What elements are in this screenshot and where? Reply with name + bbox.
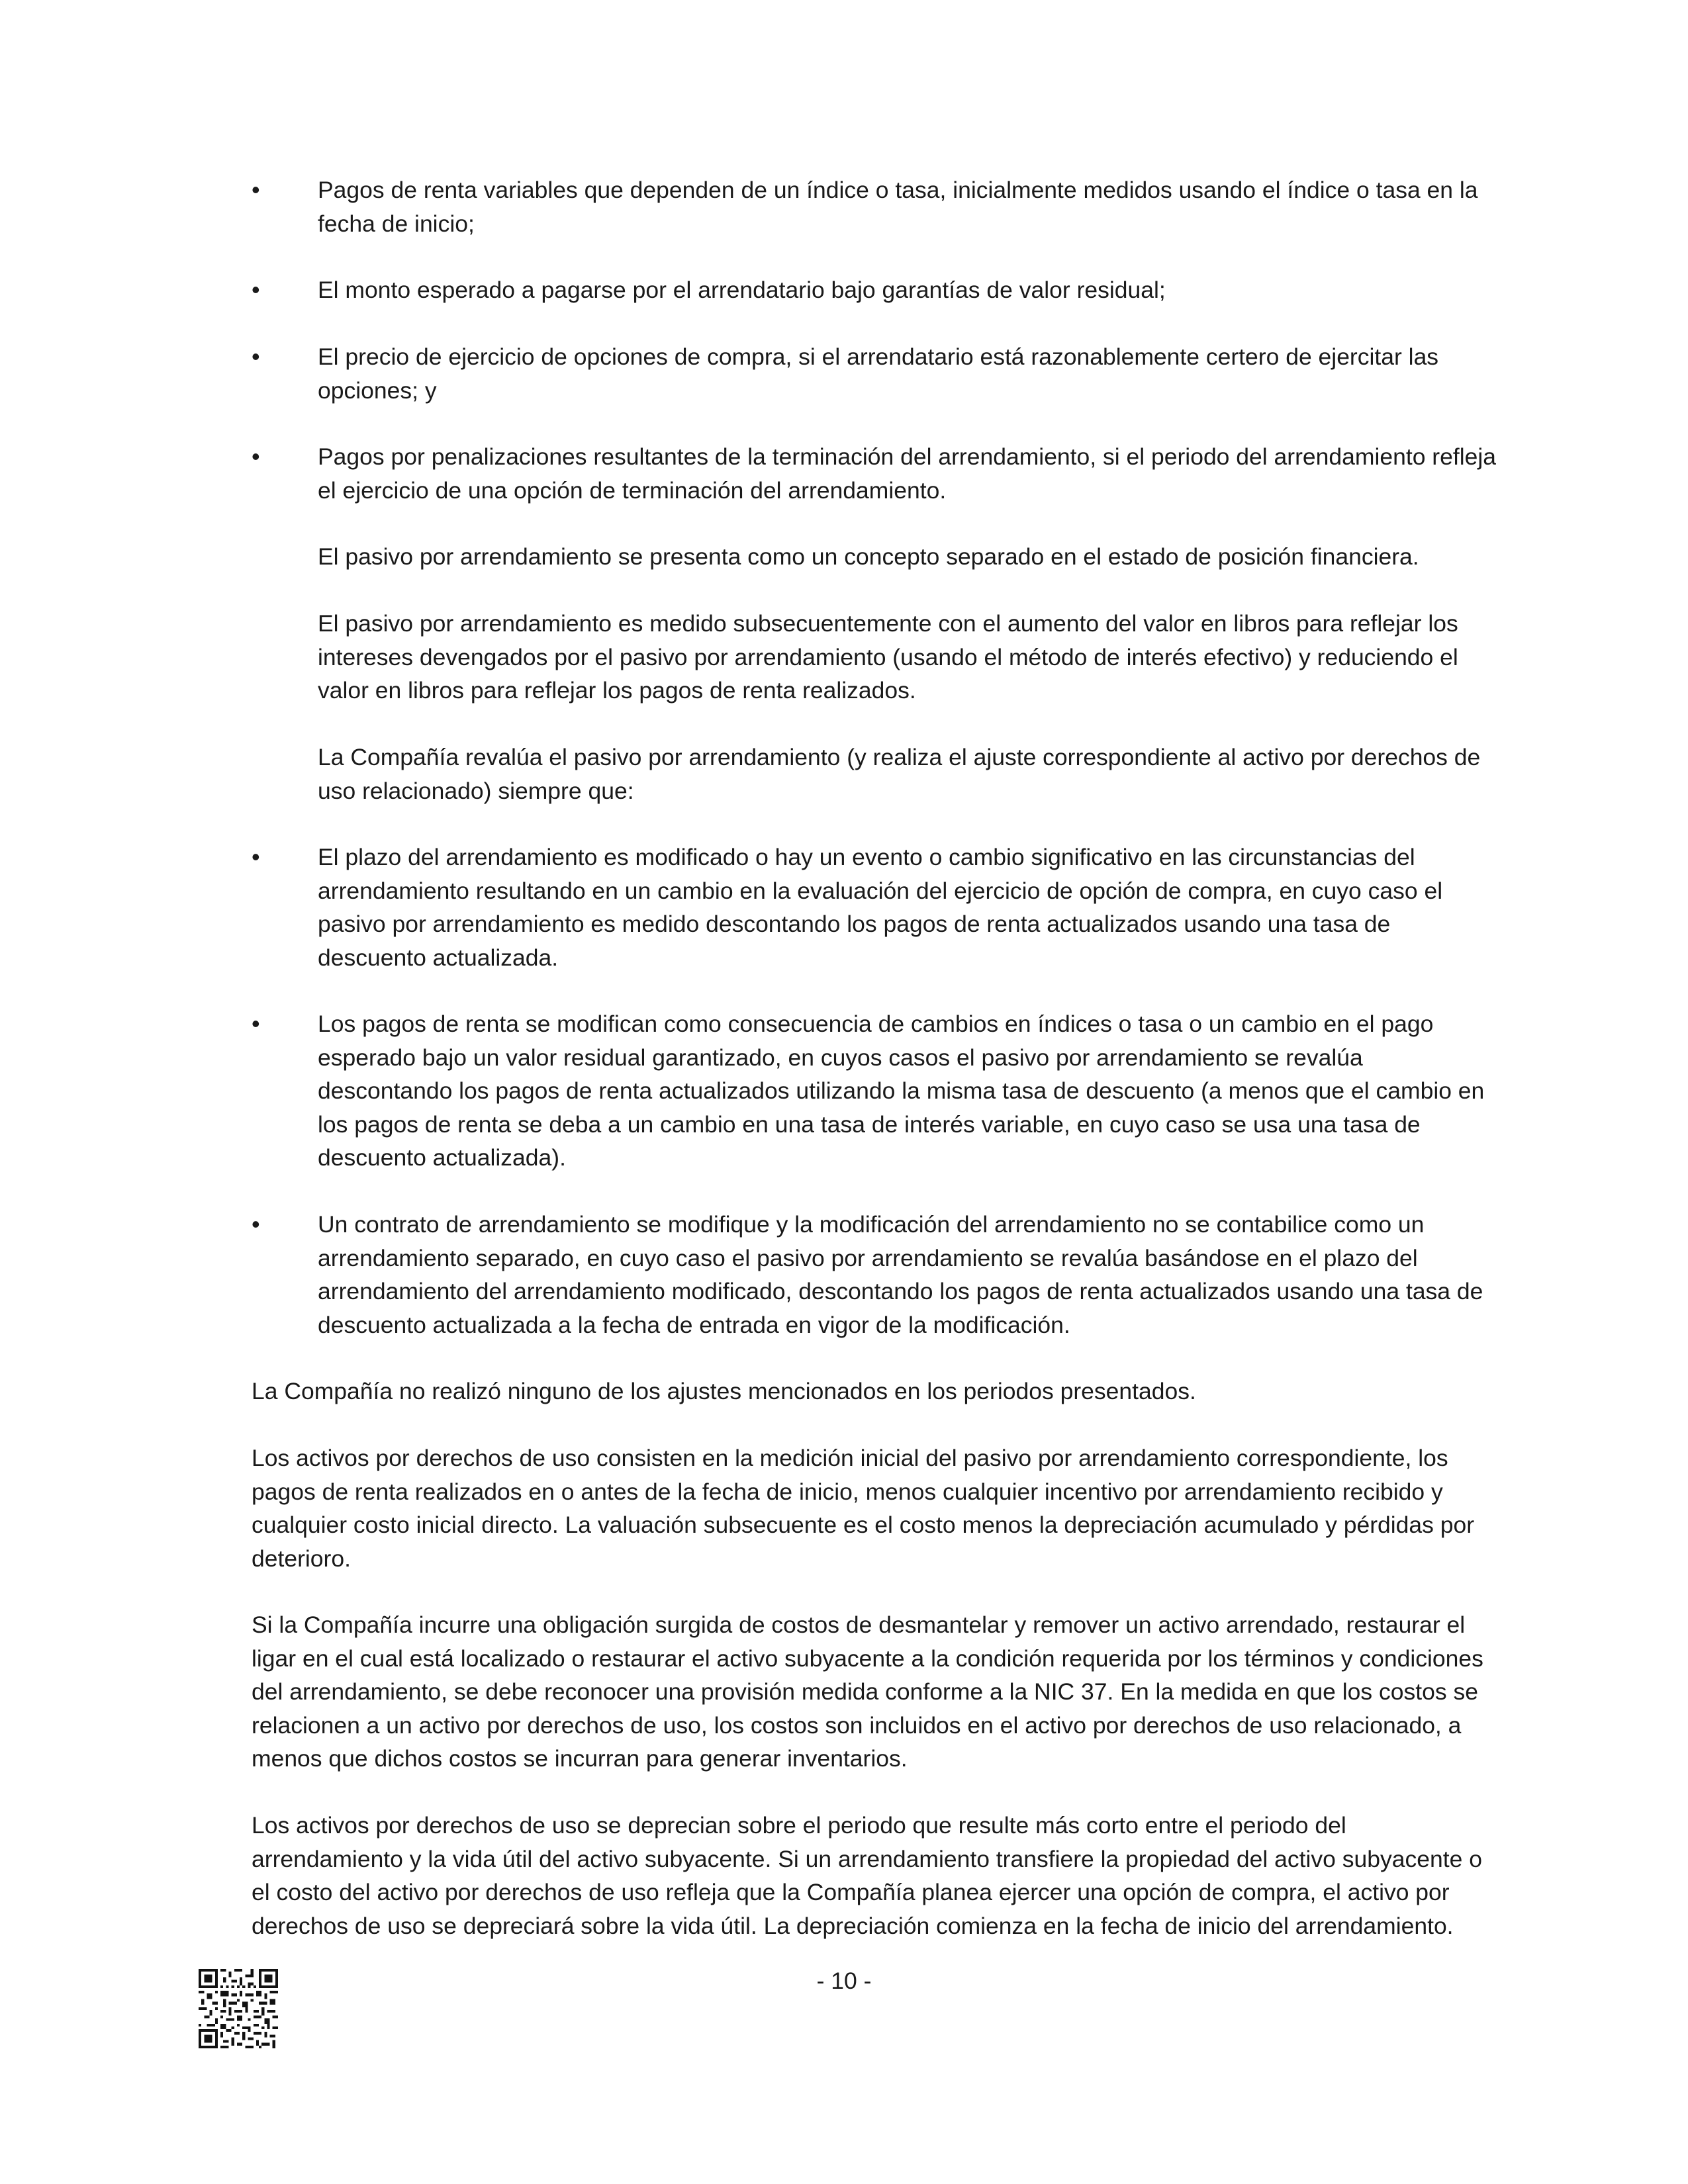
paragraph: Los activos por derechos de uso consisten en la medición inicial del pasivo por arrendamiento correspondiente, los pagos de renta realizados en o antes de la fecha de inicio, menos cualquier incentivo por arrendamiento recibido y cualquier costo inicial directo. La valuación subsecuente es el costo menos la depreciación acumulado y pérdidas por deterioro. — [252, 1445, 1475, 1572]
list-item-text: Los pagos de renta se modifican como consecuencia de cambios en índices o tasa o un cambio en el pago esperado bajo un valor residual garantizado, en cuyos casos el pasivo por arrendamiento se revalúa descontando los pagos de renta actualizados utilizando la misma tasa de descuento (a menos que el cambio en los pagos de renta se deba a un cambio en una tasa de interés variable, en cuyo caso se usa una tasa de descuento actualizada). — [318, 1011, 1485, 1171]
list-item-text: El plazo del arrendamiento es modificado o hay un evento o cambio significativo en las circunstancias del arrendamiento resultando en un cambio en la evaluación del ejercicio de opción de compra, en cuyo caso el pasivo por arrendamiento es medido descontando los pagos de renta actualizados usando una tasa de descuento actualizada. — [318, 844, 1443, 971]
list-item — [252, 273, 1496, 307]
bullet-icon: • — [252, 276, 260, 303]
bullet-icon: • — [252, 1010, 260, 1037]
list-item — [252, 440, 1496, 507]
bullet-icon: • — [252, 1210, 260, 1238]
list-item-text: Pagos de renta variables que dependen de un índice o tasa, inicialmente medidos usando el índice o tasa en la fecha de inicio; — [318, 177, 1478, 237]
list-item-text: Un contrato de arrendamiento se modifique y la modificación del arrendamiento no se contabilice como un arrendamiento separado, en cuyo caso el pasivo por arrendamiento se revalúa basándose en el plazo del arrendamiento del arrendamiento modificado, descontando los pagos de renta actualizados usando una tasa de descuento actualizada a la fecha de entrada en vigor de la modificación. — [318, 1211, 1483, 1338]
bullet-icon: • — [252, 343, 260, 370]
list-item-text: El precio de ejercicio de opciones de compra, si el arrendatario está razonablemente certero de ejercitar las opciones; y — [318, 343, 1439, 404]
paragraph: Los activos por derechos de uso se deprecian sobre el periodo que resulte más corto entre el periodo del arrendamiento y la vida útil del activo subyacente. Si un arrendamiento transfiere la propiedad del activo subyacente o el costo del activo por derechos de uso refleja que la Compañía planea ejercer una opción de compra, el activo por derechos de uso se depreciará sobre la vida útil. La depreciación comienza en la fecha de inicio del arrendamiento. — [252, 1812, 1482, 1939]
list-item — [252, 173, 1496, 240]
list-item — [252, 1007, 1496, 1175]
bullet-icon: • — [252, 843, 260, 870]
paragraph: El pasivo por arrendamiento se presenta como un concepto separado en el estado de posición financiera. — [318, 543, 1419, 570]
list-item — [252, 841, 1496, 974]
list-item — [252, 1208, 1496, 1342]
page-number: - 10 - — [816, 1968, 872, 1994]
list-item-text: Pagos por penalizaciones resultantes de la terminación del arrendamiento, si el periodo del arrendamiento refleja el ejercicio de una opción de terminación del arrendamiento. — [318, 443, 1496, 504]
list-item — [252, 340, 1496, 407]
paragraph: La Compañía revalúa el pasivo por arrendamiento (y realiza el ajuste correspondiente al activo por derechos de uso relacionado) siempre que: — [318, 744, 1481, 804]
bullet-icon: • — [252, 176, 260, 203]
paragraph: La Compañía no realizó ninguno de los ajustes mencionados en los periodos presentados. — [252, 1378, 1196, 1404]
paragraph: Si la Compañía incurre una obligación surgida de costos de desmantelar y remover un activo arrendado, restaurar el ligar en el cual está localizado o restaurar el activo subyacente a la condición requerida por los términos y condiciones del arrendamiento, se debe reconocer una provisión medida conforme a la NIC 37. En la medida en que los costos se relacionen a un activo por derechos de uso, los costos son incluidos en el activo por derechos de uso relacionado, a menos que dichos costos se incurran para generar inventarios. — [252, 1612, 1483, 1772]
paragraph: El pasivo por arrendamiento es medido subsecuentemente con el aumento del valor en libros para reflejar los intereses devengados por el pasivo por arrendamiento (usando el método de interés efectivo) y reduciendo el valor en libros para reflejar los pagos de renta realizados. — [318, 610, 1458, 704]
list-item-text: El monto esperado a pagarse por el arrendatario bajo garantías de valor residual; — [318, 277, 1166, 303]
qr-code-icon — [199, 1969, 278, 2048]
bullet-icon: • — [252, 443, 260, 470]
